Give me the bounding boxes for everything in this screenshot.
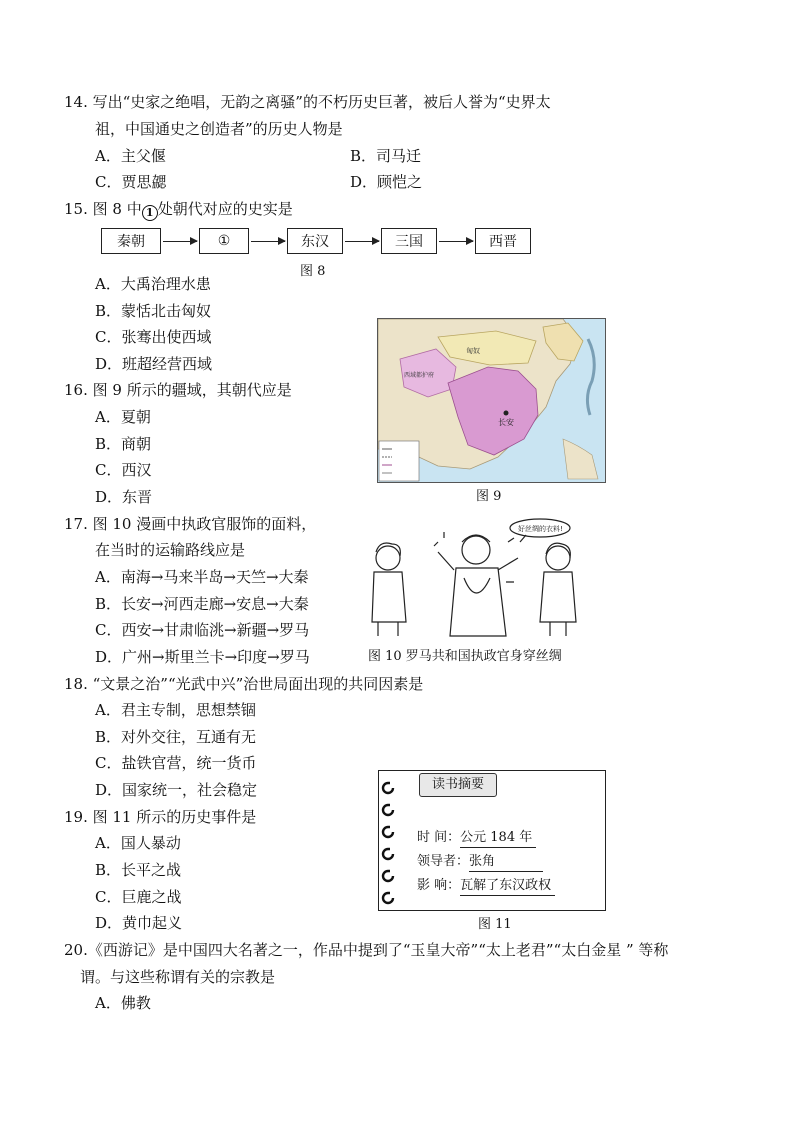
figure-9-caption: 图 9 [476,489,502,504]
spiral-binding-icon [381,803,395,817]
spiral-binding-icon [381,891,395,905]
q15-stem-prefix: 15. 图 8 中 [64,200,142,218]
q15-stem [64,199,293,221]
q14-stem-line1: 14. 写出“史家之绝唱，无韵之离骚”的不朽历史巨著，被后人誉为“史界太 [64,93,551,111]
circled-number: 1 [142,205,158,221]
reading-card-leader-row [417,853,543,872]
q19-option-c[interactable]: C．巨鹿之战 [95,888,182,906]
q19-option-d[interactable]: D．黄巾起义 [95,914,183,932]
map-label-region2: 西域都护府 [404,372,435,379]
flow-arrow [163,241,197,242]
q14-option-a[interactable]: A．主父偃 [95,147,166,165]
q17-option-a[interactable]: A．南海→马来半岛→天竺→大秦 [95,568,309,586]
reading-card-title: 读书摘要 [419,773,497,797]
q14-stem-line2: 祖，中国通史之创造者”的历史人物是 [95,120,343,138]
flow-box-donghan: 东汉 [287,228,343,254]
map-label-region1: 匈奴 [466,347,480,355]
cartoon-illustration [358,518,598,643]
figure-9-map [377,318,606,483]
flow-box-xijin: 西晋 [475,228,531,254]
flow-arrow [345,241,379,242]
spiral-binding-icon [381,781,395,795]
q16-option-a[interactable]: A．夏朝 [95,408,151,426]
spiral-binding-icon [381,825,395,839]
q17-option-b[interactable]: B．长安→河西走廊→安息→大秦 [95,595,309,613]
impact-value: 瓦解了东汉政权 [460,877,555,896]
q16-option-b[interactable]: B．商朝 [95,435,152,453]
q19-option-b[interactable]: B．长平之战 [95,861,182,879]
map-label-capital: 长安 [498,418,514,427]
q16-stem: 16. 图 9 所示的疆域，其朝代应是 [64,381,292,399]
figure-10-caption: 图 10 罗马共和国执政官身穿丝绸 [368,649,562,664]
cartoon-speech-bubble: 好丝绸的衣料! [518,525,563,533]
q17-stem-line2: 在当时的运输路线应是 [95,541,246,559]
figure-11-reading-card [378,770,606,911]
q15-option-b[interactable]: B．蒙恬北击匈奴 [95,302,212,320]
q17-stem-line1: 17. 图 10 漫画中执政官服饰的面料， [64,515,317,533]
q18-option-c[interactable]: C．盐铁官营，统一货币 [95,754,257,772]
map-illustration [378,319,605,482]
q20-option-a[interactable]: A．佛教 [95,994,151,1012]
q15-option-c[interactable]: C．张骞出使西域 [95,328,212,346]
q17-option-d[interactable]: D．广州→斯里兰卡→印度→罗马 [95,648,310,666]
time-value: 公元 184 年 [460,829,536,848]
q15-option-a[interactable]: A．大禹治理水患 [95,275,211,293]
impact-label: 影 响： [417,878,461,893]
q20-stem-line1: 20.《西游记》是中国四大名著之一，作品中提到了“玉皇大帝”“太上老君”“太白金星 ” 等称 [64,941,669,959]
q15-stem-suffix: 处朝代对应的史实是 [157,200,293,218]
reading-card-time-row [417,829,536,848]
q16-option-d[interactable]: D．东晋 [95,488,153,506]
q15-option-d[interactable]: D．班超经营西域 [95,355,213,373]
q14-option-b[interactable]: B．司马迁 [350,147,422,165]
flow-arrow [439,241,473,242]
flow-box-qin: 秦朝 [101,228,161,254]
q14-option-c[interactable]: C．贾思勰 [95,173,167,191]
flow-box-blank: ① [199,228,249,254]
q19-option-a[interactable]: A．国人暴动 [95,834,181,852]
q18-option-b[interactable]: B．对外交往，互通有无 [95,728,257,746]
q19-stem: 19. 图 11 所示的历史事件是 [64,808,257,826]
reading-card-impact-row [417,877,555,896]
q14-option-d[interactable]: D．顾恺之 [350,173,423,191]
leader-value: 张角 [469,853,543,872]
q18-option-d[interactable]: D．国家统一，社会稳定 [95,781,258,799]
q20-stem-line2: 谓。与这些称谓有关的宗教是 [80,968,276,986]
leader-label: 领导者： [417,854,470,869]
flow-box-sanguo: 三国 [381,228,437,254]
time-label: 时 间： [417,830,461,845]
q18-stem: 18. “文景之治”“光武中兴”治世局面出现的共同因素是 [64,675,424,693]
q17-option-c[interactable]: C．西安→甘肃临洮→新疆→罗马 [95,621,310,639]
figure-8-caption: 图 8 [300,264,326,279]
spiral-binding-icon [381,869,395,883]
spiral-binding-icon [381,847,395,861]
figure-11-caption: 图 11 [478,917,512,932]
flow-arrow [251,241,285,242]
q18-option-a[interactable]: A．君主专制，思想禁锢 [95,701,256,719]
figure-10-cartoon [358,518,598,643]
q16-option-c[interactable]: C．西汉 [95,461,152,479]
